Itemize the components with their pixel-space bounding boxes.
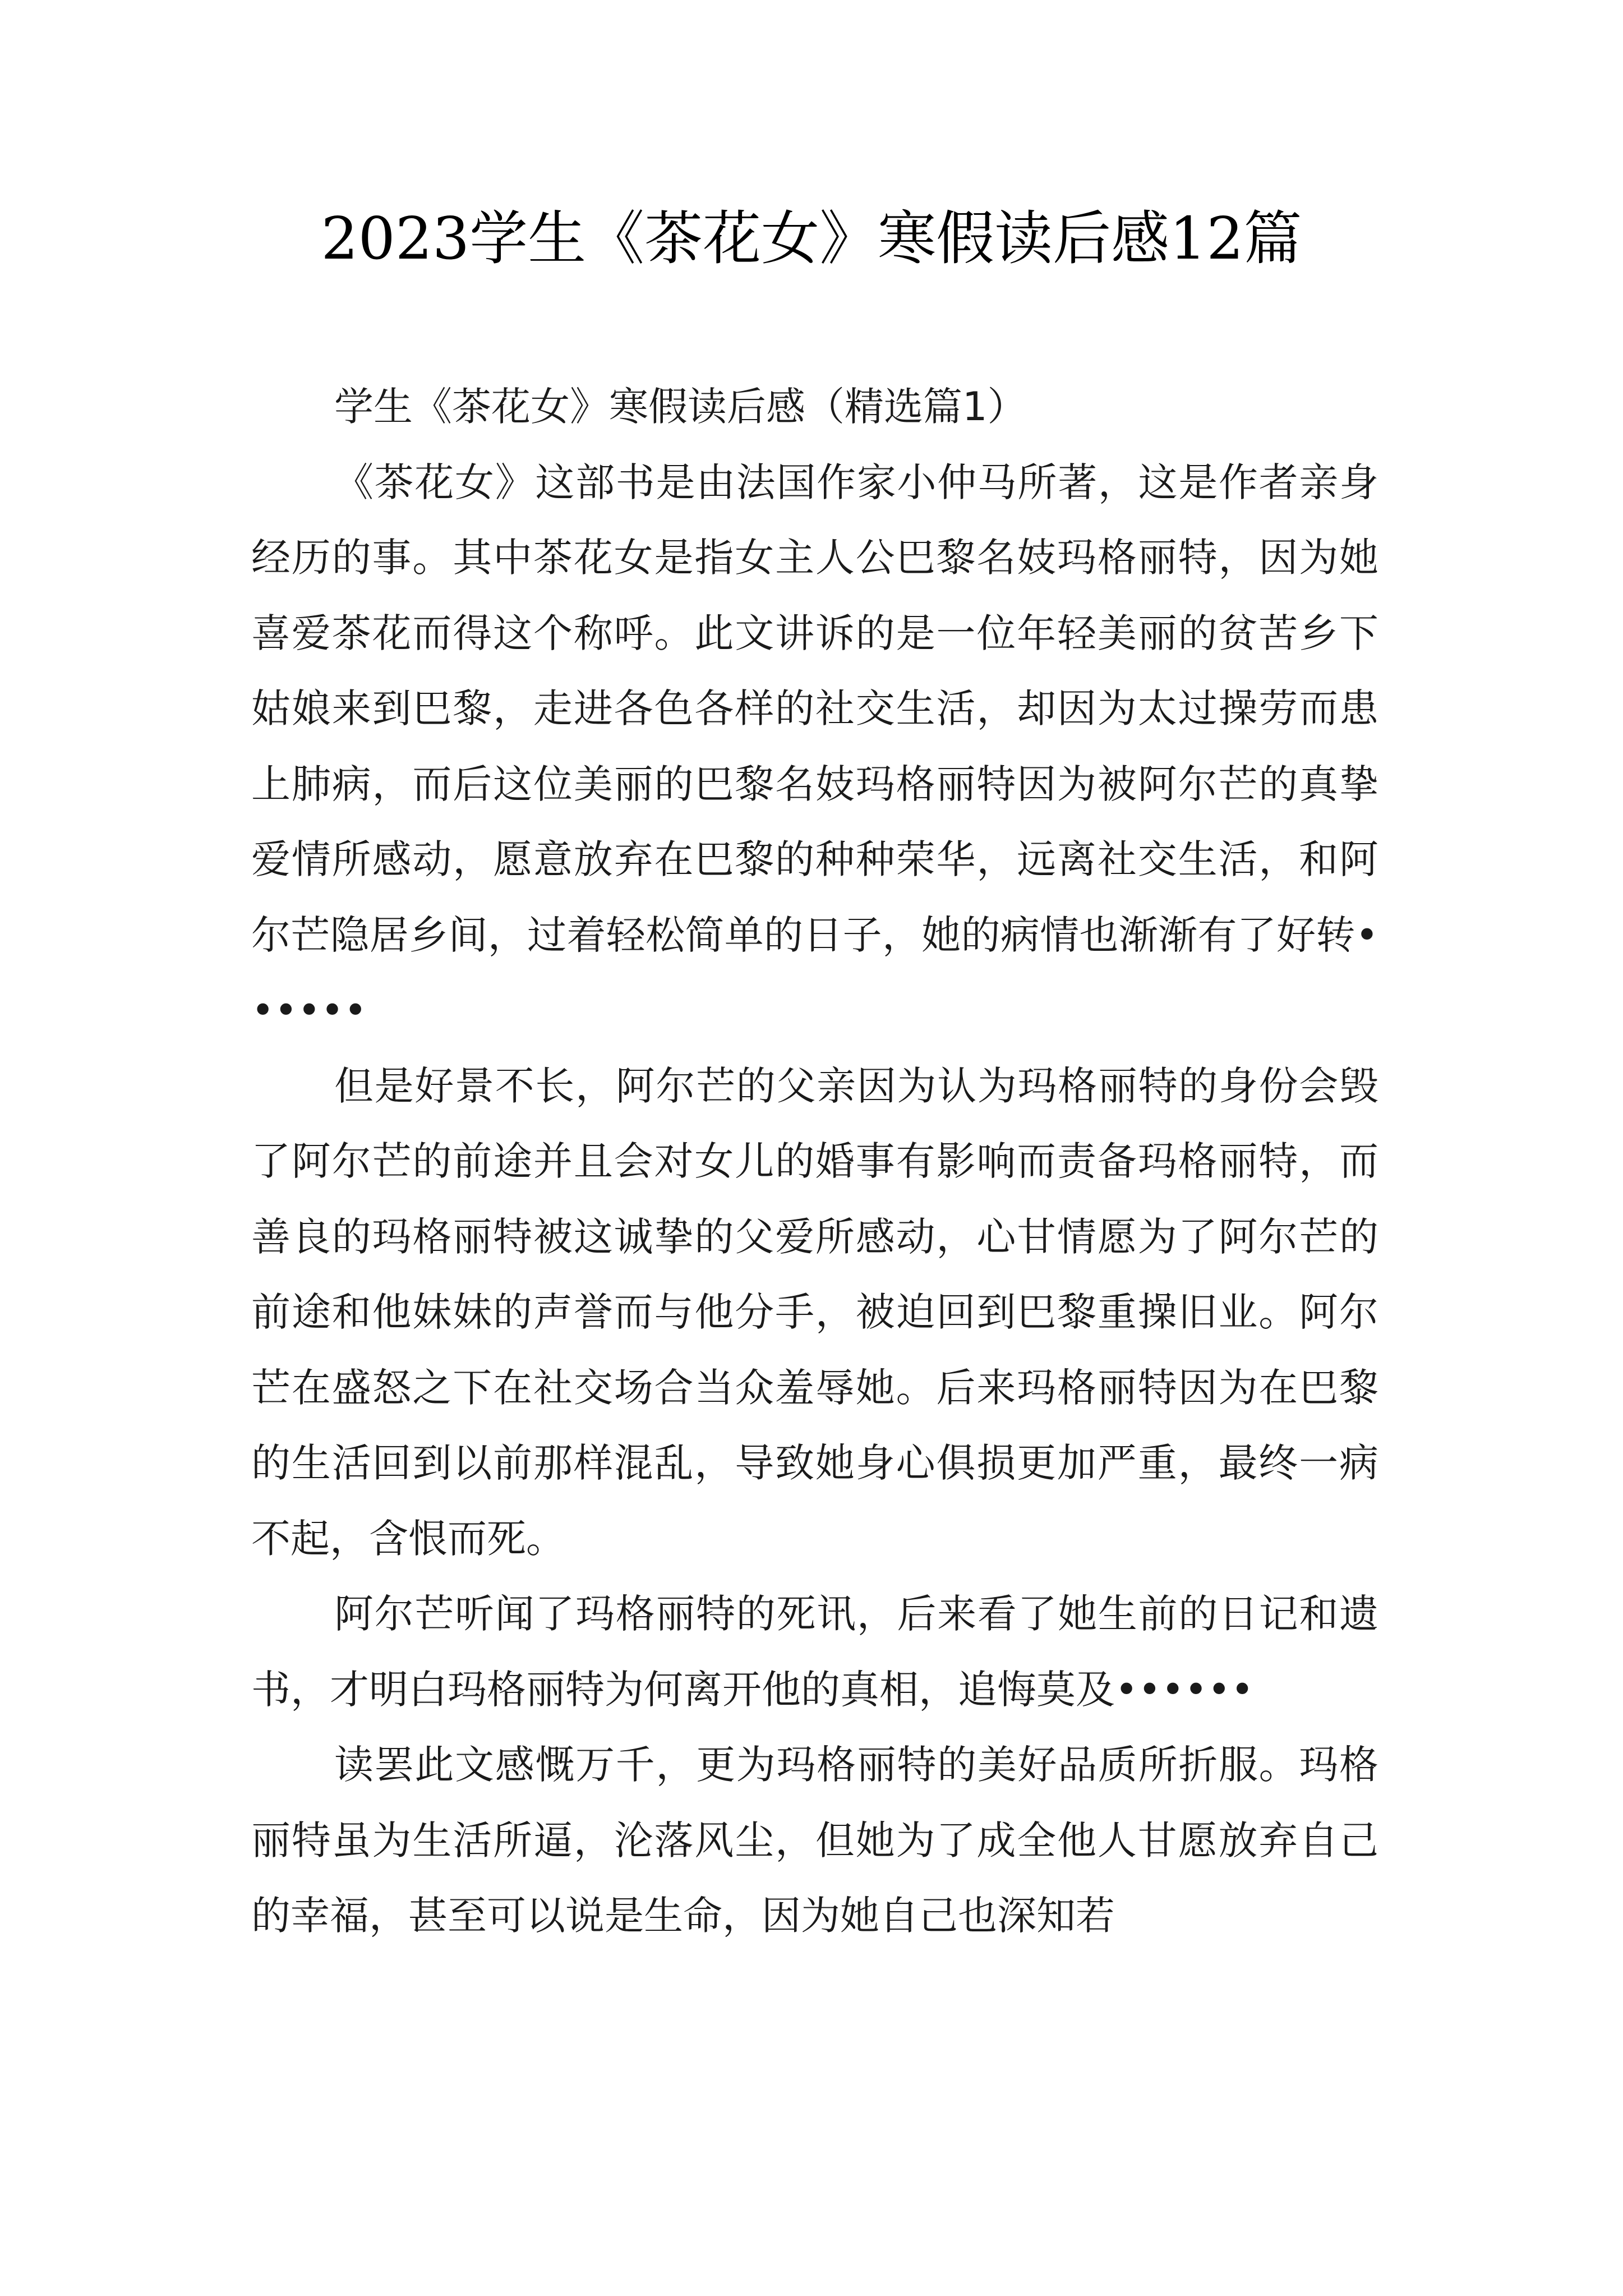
document-title: 2023学生《茶花女》寒假读后感12篇 xyxy=(321,204,1302,273)
paragraph-subtitle: 学生《茶花女》寒假读后感（精选篇1） xyxy=(334,384,1027,430)
paragraph: 但是好景不长，阿尔芒的父亲因为认为玛格丽特的身份会毁了阿尔芒的前途并且会对女儿的婚事有影响而责备玛格丽特，而善良的玛格丽特被这诚挚的父爱所感动，心甘情愿为了阿尔芒的前途和他妹妹的声誉而与他分手，被迫回到巴黎重操旧业。阿尔芒在盛怒之下在社交场合当众羞辱她。后来玛格丽特因为在巴黎的生活回到以前那样混乱，导致她身心俱损更加严重，最终一病不起，含恨而死。 xyxy=(251,1062,1378,1562)
document-body xyxy=(251,369,1378,1954)
paragraph: 读罢此文感慨万千，更为玛格丽特的美好品质所折服。玛格丽特虽为生活所逼，沦落风尘，但她为了成全他人甘愿放弃自己的幸福，甚至可以说是生命，因为她自己也深知若 xyxy=(251,1742,1378,1939)
paragraph: 《茶花女》这部书是由法国作家小仲马所著，这是作者亲身经历的事。其中茶花女是指女主人公巴黎名妓玛格丽特，因为她喜爱茶花而得这个称呼。此文讲诉的是一位年轻美丽的贫苦乡下姑娘来到巴黎，走进各色各样的社交生活，却因为太过操劳而患上肺病，而后这位美丽的巴黎名妓玛格丽特因为被阿尔芒的真挚爱情所感动，愿意放弃在巴黎的种种荣华，远离社交生活，和阿尔芒隐居乡间，过着轻松简单的日子，她的病情也渐渐有了好转•••••• xyxy=(251,459,1378,1033)
paragraph: 阿尔芒听闻了玛格丽特的死讯，后来看了她生前的日记和遗书，才明白玛格丽特为何离开他的真相，追悔莫及•••••• xyxy=(251,1591,1378,1713)
